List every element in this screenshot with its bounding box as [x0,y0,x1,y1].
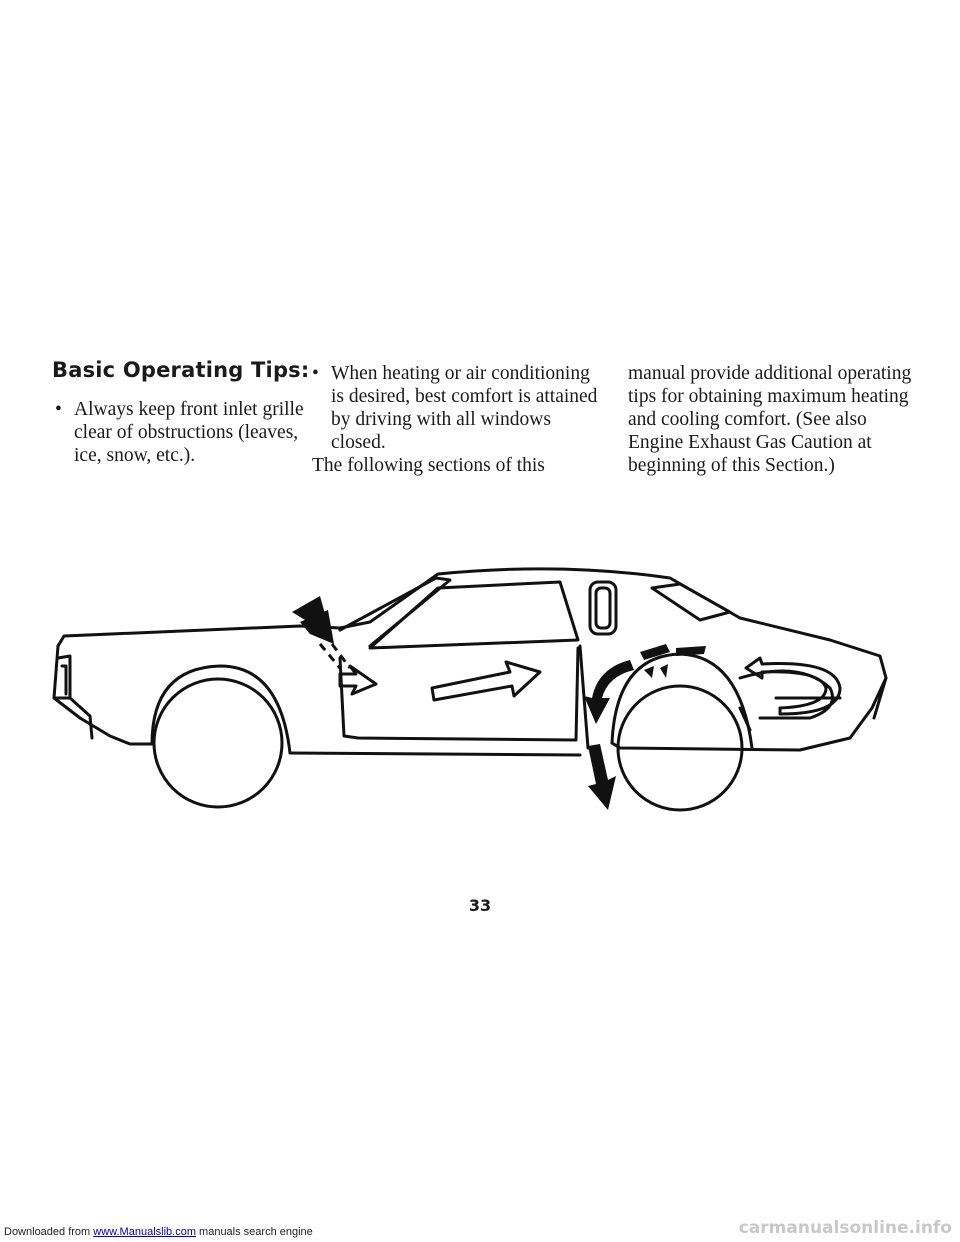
page-number: 33 [468,896,492,915]
download-credit [4,1226,313,1238]
bullet-grille [55,398,305,467]
bullet-text: Always keep front inlet grille clear of obstructions (leaves, ice, snow, etc.). [74,399,304,466]
paragraph-start: The following sections of this [312,455,545,476]
text-column-1 [55,398,305,467]
paragraph-continued: manual provide additional operating tips for obtaining maximum heating and cooling comfort. (See also Engine Exhaust Gas Caution at beginning of this Section.) [628,363,912,476]
credit-suffix: manuals search engine [195,1226,313,1238]
credit-prefix: Downloaded from [4,1226,94,1238]
bullet-icon: • [312,363,319,384]
bullet-text: When heating or air conditioning is desired, best comfort is attained by driving with all windows closed. [331,363,598,453]
section-heading: Basic Operating Tips: [52,358,310,382]
bullet-windows [312,362,602,454]
car-airflow-diagram-icon [40,548,920,828]
watermark: carmanualsonline.info [738,1218,952,1238]
manualslib-link[interactable]: www.Manualslib.com [93,1226,196,1238]
bullet-icon: • [55,399,62,420]
text-column-2 [312,362,602,477]
text-column-3 [628,362,918,477]
